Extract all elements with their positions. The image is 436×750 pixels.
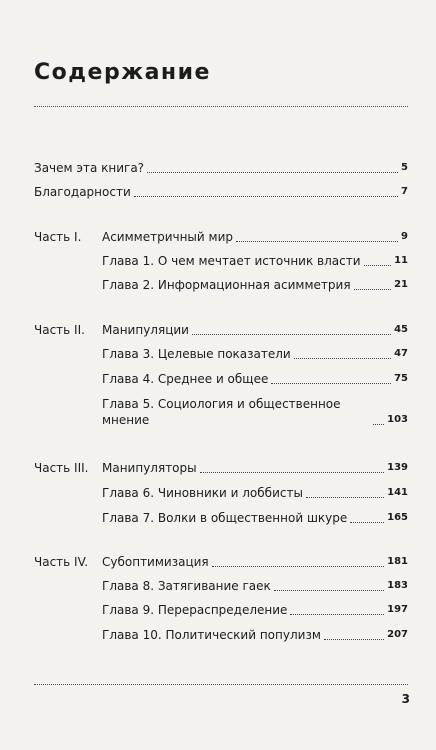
- toc-entry-page: 5: [401, 162, 408, 173]
- toc-chapter-entry[interactable]: [102, 602, 408, 618]
- toc-entry-label: Глава 8. Затягивание гаек: [102, 579, 271, 593]
- toc-entry-page: 197: [387, 604, 408, 615]
- toc-entry-label: Глава 6. Чиновники и лоббисты: [102, 486, 303, 500]
- dot-leader: [134, 196, 398, 197]
- toc-entry-page: 181: [387, 556, 408, 567]
- toc-entry-page: 139: [387, 462, 408, 473]
- dot-leader: [212, 566, 384, 567]
- toc-entry-label: Субоптимизация: [102, 555, 209, 569]
- toc-entry-page: 207: [387, 629, 408, 640]
- dot-leader: [294, 358, 391, 359]
- toc-entry-page: 75: [394, 373, 408, 384]
- dot-leader: [364, 265, 392, 266]
- toc-entry-page: 47: [394, 348, 408, 359]
- dot-leader: [306, 497, 384, 498]
- toc-entry-page: 103: [387, 414, 408, 425]
- toc-entry-label: Асимметричный мир: [102, 230, 233, 244]
- toc-part-entry[interactable]: [34, 322, 408, 338]
- toc-part-entry[interactable]: [34, 460, 408, 476]
- toc-entry-page: 9: [401, 231, 408, 242]
- toc-entry-label: Глава 10. Политический популизм: [102, 628, 321, 642]
- toc-chapter-entry[interactable]: [102, 627, 408, 643]
- toc-chapter-entry[interactable]: [102, 578, 408, 594]
- toc-entry-label: Глава 9. Перераспределение: [102, 603, 288, 617]
- toc-part-number: Часть IV.: [34, 555, 89, 569]
- toc-part-entry[interactable]: [34, 229, 408, 245]
- toc-entry-label: Манипуляции: [102, 323, 189, 337]
- toc-part-entry[interactable]: [34, 554, 408, 570]
- toc-entry-page: 141: [387, 487, 408, 498]
- toc-entry-label: Глава 5. Социология и общественное мнение: [102, 397, 341, 427]
- bottom-divider: [34, 684, 408, 685]
- toc-chapter-entry[interactable]: [102, 346, 408, 362]
- dot-leader: [324, 639, 384, 640]
- toc-chapter-entry[interactable]: [102, 371, 408, 387]
- top-divider: [34, 106, 408, 107]
- toc-part-number: Часть I.: [34, 230, 82, 244]
- dot-leader: [290, 614, 384, 615]
- dot-leader: [147, 172, 398, 173]
- page-title: Содержание: [34, 60, 211, 85]
- toc-entry-page: 183: [387, 580, 408, 591]
- page-number: 3: [401, 692, 410, 706]
- dot-leader: [236, 241, 398, 242]
- toc-chapter-entry[interactable]: [102, 253, 408, 269]
- toc-entry-label: Глава 3. Целевые показатели: [102, 347, 291, 361]
- toc-chapter-entry[interactable]: [102, 510, 408, 526]
- toc-entry[interactable]: [34, 184, 408, 200]
- toc-chapter-entry[interactable]: [102, 396, 408, 428]
- toc-entry-label: Глава 2. Информационная асимметрия: [102, 278, 351, 292]
- toc-part-number: Часть III.: [34, 461, 89, 475]
- dot-leader: [354, 289, 392, 290]
- dot-leader: [192, 334, 391, 335]
- toc-part-number: Часть II.: [34, 323, 85, 337]
- dot-leader: [200, 472, 385, 473]
- dot-leader: [271, 383, 391, 384]
- toc-entry-page: 21: [394, 279, 408, 290]
- dot-leader: [373, 424, 384, 425]
- dot-leader: [274, 590, 384, 591]
- toc-entry-page: 45: [394, 324, 408, 335]
- toc-entry-page: 165: [387, 512, 408, 523]
- dot-leader: [350, 522, 384, 523]
- toc-entry-label: Глава 1. О чем мечтает источник власти: [102, 254, 361, 268]
- toc-entry-label: Благодарности: [34, 185, 131, 199]
- toc-entry-page: 7: [401, 186, 408, 197]
- toc-entry-page: 11: [394, 255, 408, 266]
- toc-chapter-entry[interactable]: [102, 277, 408, 293]
- toc-chapter-entry[interactable]: [102, 485, 408, 501]
- toc-entry-label: Манипуляторы: [102, 461, 197, 475]
- toc-entry-label: Глава 7. Волки в общественной шкуре: [102, 511, 348, 525]
- toc-entry[interactable]: [34, 160, 408, 176]
- toc-entry-label: Зачем эта книга?: [34, 161, 145, 175]
- toc-entry-label: Глава 4. Среднее и общее: [102, 372, 269, 386]
